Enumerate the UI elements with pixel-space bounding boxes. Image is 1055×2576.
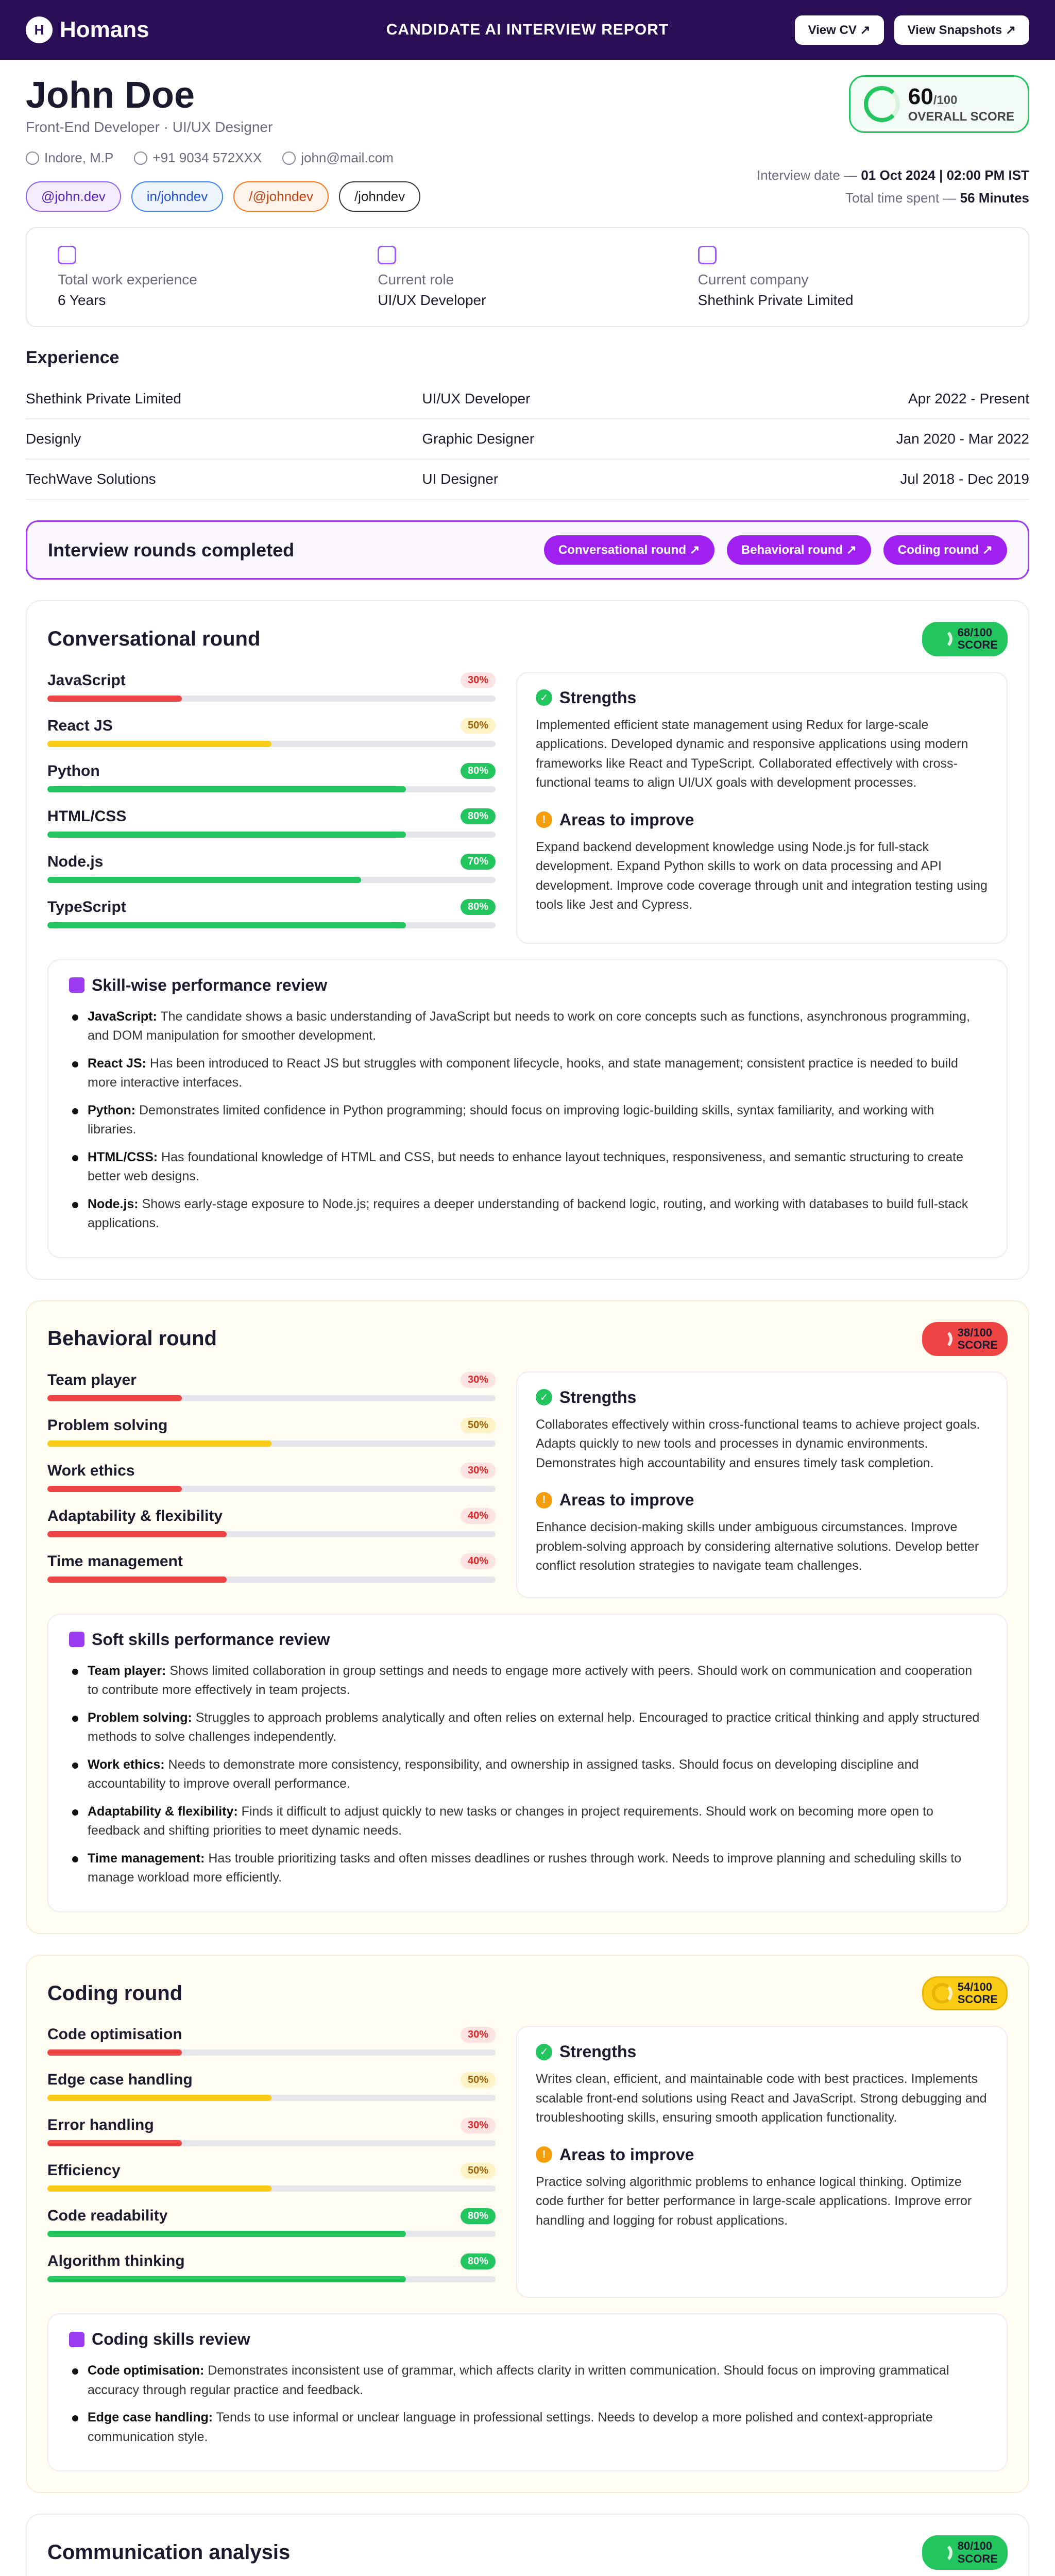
skill-name: Node.js (47, 853, 104, 870)
alert-icon: ! (536, 811, 552, 828)
improve-text: Expand backend development knowledge using Node.js for full-stack development. Expand Python skills to work on data processing and API development. Improve code coverage through unit and integration testing using tools like Jest and Cypress. (536, 839, 988, 912)
skill-percent-badge: 80% (461, 2253, 496, 2269)
skill-item (47, 1507, 496, 1537)
view-cv-button[interactable]: View CV ↗ (795, 15, 884, 45)
overall-score: 60/100 OVERALL SCORE (849, 75, 1029, 133)
review-item: Time management: Has trouble prioritizing tasks and often misses deadlines or rushes through work. Needs to improve planning and scheduling skills to manage workload more efficiently. (69, 1849, 986, 1888)
coding-title: Coding round (47, 1981, 183, 2005)
skill-bar (47, 2140, 496, 2146)
skill-item (47, 808, 496, 838)
skill-item (47, 2252, 496, 2282)
behavioral-skills (47, 1371, 496, 1598)
skill-percent-badge: 40% (461, 1508, 496, 1524)
skill-percent-badge: 80% (461, 808, 496, 824)
skill-name: Python (47, 762, 100, 779)
review-item: Edge case handling: Tends to use informal or unclear language in professional settings. Needs to develop a more polished and context-appropriate communication style. (69, 2408, 986, 2447)
current-role: Current role UI/UX Developer (367, 246, 687, 309)
behavioral-feedback (516, 1371, 1008, 1598)
improve-title: Areas to improve (559, 1490, 694, 1510)
skill-percent-badge: 80% (461, 899, 496, 915)
social-link-3[interactable]: /@johndev (233, 181, 329, 212)
brand-logo[interactable] (26, 16, 149, 43)
skill-bar (47, 2049, 496, 2056)
brand-mark-icon: H (26, 16, 53, 43)
check-circle-icon: ✓ (536, 2044, 552, 2060)
skill-bar (47, 2095, 496, 2101)
skill-name: Code readability (47, 2207, 168, 2225)
current-company: Current company Shethink Private Limited (688, 246, 1008, 309)
skill-percent-badge: 80% (461, 763, 496, 779)
skill-bar (47, 696, 496, 702)
review-item: Code optimisation: Demonstrates inconsistent use of grammar, which affects clarity in written communication. Should focus on improving grammatical accuracy through regular practice and feedback. (69, 2361, 986, 2400)
skill-name: Error handling (47, 2116, 154, 2134)
review-item: Team player: Shows limited collaboration in group settings and needs to engage more actively with peers. Should work on communication and cooperation to contribute more effectively in team projects. (69, 1662, 986, 1700)
behavioral-review: Soft skills performance review Team player: Shows limited collaboration in group settings and needs to engage more actively with peers. Should work on communication and cooperation to contribute more effectively in team projects. Problem solving: Struggles to approach problems analytically and often relies on external help. Encouraged to practice critical thinking and apply structured methods to solve challenges independently. Work ethics: Needs to demonstrate more consistency, responsibility, and ownership in assigned tasks. Should focus on developing discipline and accountability to improve overall performance. Adaptability & flexibility: Finds it difficult to adjust quickly to new tasks or changes in project requirements. Should work on becoming more open to feedback and shifting priorities to meet dynamic needs. Time management: Has trouble prioritizing tasks and often misses deadlines or rushes through work. Needs to improve planning and scheduling skills to manage workload more efficiently. (47, 1614, 1008, 1912)
skill-bar (47, 741, 496, 747)
mail-icon (282, 151, 296, 165)
review-item: Python: Demonstrates limited confidence in Python programming; should focus on improving logic-building skills, syntax familiarity, and working with libraries. (69, 1101, 986, 1140)
skill-name: Code optimisation (47, 2026, 182, 2043)
coding-round-button[interactable]: Coding round ↗ (883, 535, 1007, 565)
skill-percent-badge: 30% (461, 1372, 496, 1388)
check-circle-icon: ✓ (536, 1389, 552, 1405)
score-ring-icon (932, 1329, 952, 1349)
skill-percent-badge: 30% (461, 2117, 496, 2133)
review-item: Work ethics: Needs to demonstrate more consistency, responsibility, and ownership in assigned tasks. Should focus on developing discipline and accountability to improve overall performance. (69, 1755, 986, 1794)
conversational-round-section (26, 600, 1029, 1279)
skill-bar (47, 832, 496, 838)
conversational-round-button[interactable]: Conversational round ↗ (544, 535, 714, 565)
skill-name: HTML/CSS (47, 807, 127, 825)
skill-percent-badge: 50% (461, 2072, 496, 2088)
skill-name: Problem solving (47, 1416, 168, 1434)
score-ring-icon (932, 1983, 952, 2004)
review-item: Problem solving: Struggles to approach problems analytically and often relies on external help. Encouraged to practice critical thinking and apply structured methods to solve challenges independently. (69, 1708, 986, 1747)
communication-score-badge: 80/100 SCORE (922, 2535, 1008, 2569)
coding-score-badge: 54/100 SCORE (922, 1976, 1008, 2010)
conversational-feedback (516, 672, 1008, 944)
view-snapshots-button[interactable]: View Snapshots ↗ (894, 15, 1029, 45)
skill-item (47, 1462, 496, 1492)
chart-icon (69, 977, 84, 993)
summary-cards (26, 227, 1029, 327)
skill-name: JavaScript (47, 671, 126, 689)
conversational-title: Conversational round (47, 627, 261, 650)
review-item: Adaptability & flexibility: Finds it difficult to adjust quickly to new tasks or changes in project requirements. Should work on becoming more open to feedback and shifting priorities to meet dynamic needs. (69, 1802, 986, 1841)
skill-item (47, 899, 496, 928)
skill-item (47, 2162, 496, 2192)
building-icon (698, 246, 717, 264)
strengths-text: Collaborates effectively within cross-functional teams to achieve project goals. Adapts quickly to new tools and processes in dynamic environments. Demonstrates high accountability and ensures timely task completion. (536, 1417, 980, 1470)
skill-bar (47, 1440, 496, 1447)
skill-name: Team player (47, 1371, 137, 1388)
experience-section: Experience Shethink Private Limited UI/UX Developer Apr 2022 - Present Designly Graphic Designer Jan 2020 - Mar 2022 TechWave Solutions UI Designer Jul 2018 - Dec 2019 (26, 348, 1029, 500)
github-link[interactable]: /johndev (339, 181, 420, 212)
skill-item (47, 2116, 496, 2146)
email[interactable]: john@mail.com (282, 150, 394, 166)
skill-percent-badge: 50% (461, 718, 496, 734)
skill-item (47, 762, 496, 792)
improve-text: Enhance decision-making skills under ambiguous circumstances. Improve problem-solving approach by considering alternative solutions. Develop better conflict resolution strategies to navigate team challenges. (536, 1520, 979, 1573)
social-link-1[interactable]: @john.dev (26, 181, 121, 212)
skill-bar (47, 922, 496, 928)
skill-bar (47, 1577, 496, 1583)
linkedin-link[interactable]: in/johndev (131, 181, 224, 212)
skill-item (47, 2026, 496, 2056)
skill-item (47, 2207, 496, 2237)
skill-percent-badge: 50% (461, 1417, 496, 1433)
skill-name: Time management (47, 1552, 183, 1570)
review-item: HTML/CSS: Has foundational knowledge of HTML and CSS, but needs to enhance layout techniques, responsiveness, and semantic structuring to create better web designs. (69, 1148, 986, 1187)
score-ring-icon (864, 86, 900, 122)
skill-bar (47, 2231, 496, 2237)
skill-item (47, 1417, 496, 1447)
behavioral-round-section (26, 1300, 1029, 1934)
location-pin-icon (26, 151, 39, 165)
coding-round-section (26, 1955, 1029, 2493)
conversational-skills (47, 672, 496, 944)
experience-row: TechWave Solutions UI Designer Jul 2018 - Dec 2019 (26, 460, 1029, 500)
report-title: CANDIDATE AI INTERVIEW REPORT (386, 21, 669, 38)
skill-name: TypeScript (47, 898, 126, 916)
improve-title: Areas to improve (559, 2145, 694, 2164)
conversational-score-badge: 68/100 SCORE (922, 622, 1008, 656)
skill-item (47, 672, 496, 702)
chart-icon (69, 1632, 84, 1647)
review-item: React JS: Has been introduced to React JS but struggles with component lifecycle, hooks, and state management; consistent practice is needed to build more interactive interfaces. (69, 1054, 986, 1093)
skill-name: Algorithm thinking (47, 2252, 185, 2270)
skill-percent-badge: 30% (461, 1463, 496, 1479)
review-item: Node.js: Shows early-stage exposure to Node.js; requires a deeper understanding of backend logic, routing, and working with databases to build full-stack applications. (69, 1195, 986, 1233)
skill-bar (47, 2185, 496, 2192)
alert-icon: ! (536, 1492, 552, 1509)
skill-percent-badge: 70% (461, 854, 496, 870)
score-ring-icon (932, 629, 952, 649)
skill-item (47, 1553, 496, 1583)
interview-meta: Interview date — 01 Oct 2024 | 02:00 PM IST Total time spent — 56 Minutes (757, 167, 1029, 206)
skill-bar (47, 1486, 496, 1492)
skill-percent-badge: 30% (461, 2027, 496, 2043)
top-bar (0, 0, 1055, 60)
skill-bar (47, 2276, 496, 2282)
skill-item (47, 2071, 496, 2101)
phone-icon (134, 151, 147, 165)
conversational-review: Skill-wise performance review JavaScript: The candidate shows a basic understanding of JavaScript but needs to work on core concepts such as functions, asynchronous programming, and DOM manipulation for smoother development. React JS: Has been introduced to React JS but struggles with component lifecycle, hooks, and state management; consistent practice is needed to build more interactive interfaces. Python: Demonstrates limited confidence in Python programming; should focus on improving logic-building skills, syntax familiarity, and working with libraries. HTML/CSS: Has foundational knowledge of HTML and CSS, but needs to enhance layout techniques, responsiveness, and semantic structuring to create better web designs. Node.js: Shows early-stage exposure to Node.js; requires a deeper understanding of backend logic, routing, and working with databases to build full-stack applications. (47, 959, 1008, 1258)
candidate-role: Front-End Developer · UI/UX Designer (26, 119, 273, 135)
skill-item (47, 717, 496, 747)
experience-row: Designly Graphic Designer Jan 2020 - Mar 2022 (26, 419, 1029, 460)
strengths-text: Writes clean, efficient, and maintainable code with best practices. Implements scalable front-end solutions using React and JavaScript. Strong debugging and troubleshooting skills, ensuring smooth application functionality. (536, 2072, 987, 2125)
strengths-title: Strengths (559, 688, 637, 707)
communication-title: Communication analysis (47, 2541, 291, 2564)
behavioral-title: Behavioral round (47, 1327, 217, 1350)
strengths-text: Implemented efficient state management using Redux for large-scale applications. Developed dynamic and responsive applications using modern frameworks like React and TypeScript. Collaborated effectively with cross-functional teams to align UI/UX goals with development processes. (536, 717, 968, 790)
behavioral-round-button[interactable]: Behavioral round ↗ (727, 535, 871, 565)
layers-icon (378, 246, 396, 264)
skill-bar (47, 1531, 496, 1537)
coding-skills (47, 2026, 496, 2298)
experience-row: Shethink Private Limited UI/UX Developer Apr 2022 - Present (26, 379, 1029, 419)
skill-bar (47, 1395, 496, 1401)
communication-section (26, 2514, 1029, 2576)
improve-title: Areas to improve (559, 810, 694, 829)
skill-item (47, 853, 496, 883)
candidate-name: John Doe (26, 75, 195, 116)
skill-name: Efficiency (47, 2162, 121, 2179)
alert-icon: ! (536, 2146, 552, 2163)
skill-percent-badge: 30% (461, 672, 496, 688)
chart-icon (69, 2332, 84, 2347)
improve-text: Practice solving algorithmic problems to enhance logical thinking. Optimize code further for better performance in large-scale applications. Improve error handling and logging for robust applications. (536, 2174, 972, 2228)
coding-review: Coding skills review Code optimisation: Demonstrates inconsistent use of grammar, which affects clarity in written communication. Should focus on improving grammatical accuracy through regular practice and feedback. Edge case handling: Tends to use informal or unclear language in professional settings. Needs to develop a more polished and context-appropriate communication style. (47, 2313, 1008, 2471)
skill-name: React JS (47, 717, 113, 734)
check-circle-icon: ✓ (536, 689, 552, 706)
coding-feedback (516, 2026, 1008, 2298)
skill-percent-badge: 50% (461, 2163, 496, 2179)
strengths-title: Strengths (559, 1387, 637, 1406)
work-experience: Total work experience 6 Years (47, 246, 367, 309)
skill-name: Adaptability & flexibility (47, 1507, 223, 1524)
skill-name: Edge case handling (47, 2071, 193, 2089)
behavioral-score-badge: 38/100 SCORE (922, 1322, 1008, 1356)
brand-name: Homans (60, 17, 149, 42)
briefcase-icon (58, 246, 76, 264)
location: Indore, M.P (26, 150, 113, 166)
skill-name: Work ethics (47, 1462, 135, 1479)
review-item: JavaScript: The candidate shows a basic understanding of JavaScript but needs to work on core concepts such as functions, asynchronous programming, and DOM manipulation for smoother development. (69, 1007, 986, 1046)
candidate-header (26, 60, 1029, 212)
phone: +91 9034 572XXX (134, 150, 262, 166)
score-ring-icon (932, 2543, 952, 2563)
strengths-title: Strengths (559, 2042, 637, 2061)
skill-item (47, 1371, 496, 1401)
rounds-bar: Interview rounds completed Conversational round ↗ Behavioral round ↗ Coding round ↗ (26, 520, 1029, 580)
skill-bar (47, 877, 496, 883)
skill-percent-badge: 80% (461, 2208, 496, 2224)
skill-bar (47, 786, 496, 792)
skill-percent-badge: 40% (461, 1553, 496, 1569)
